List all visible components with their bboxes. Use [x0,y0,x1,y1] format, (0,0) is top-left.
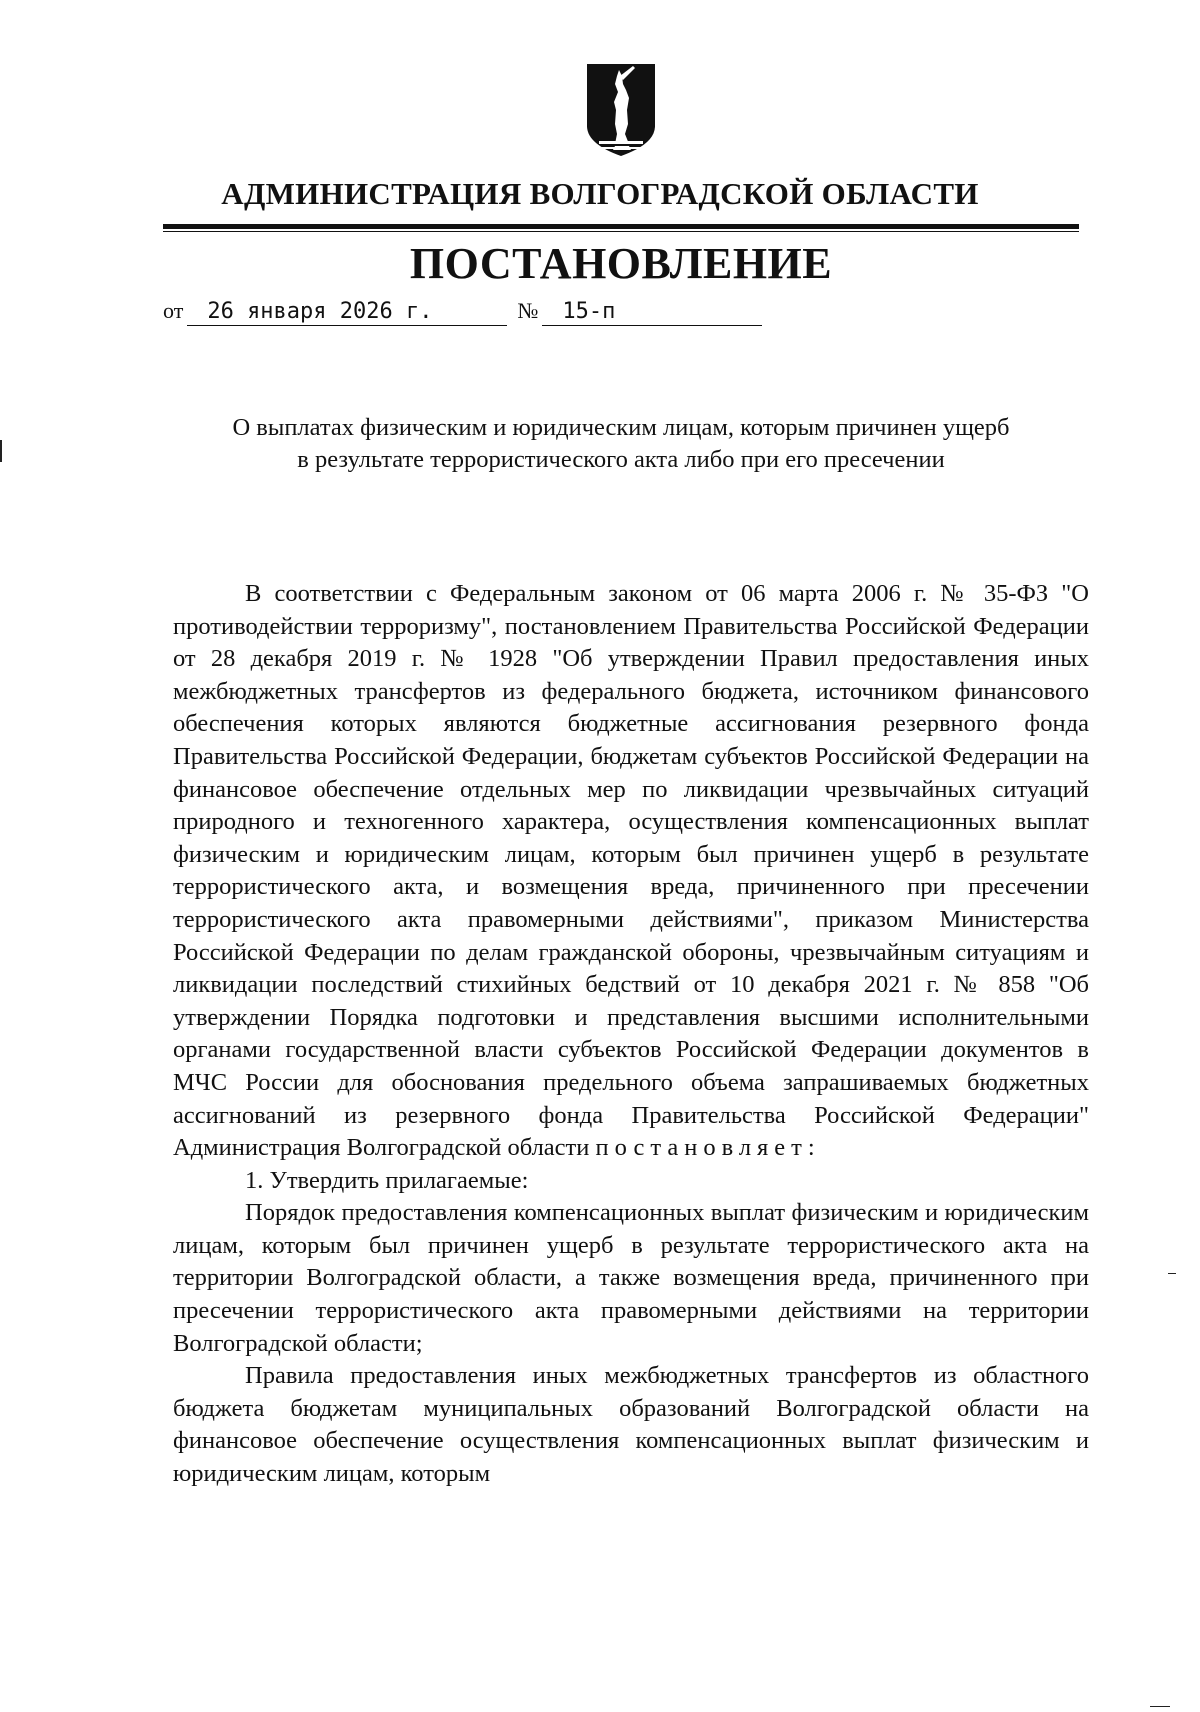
subject-line-2: в результате террористического акта либо при его пресечении [297,446,945,473]
organization-name: АДМИНИСТРАЦИЯ ВОЛГОГРАДСКОЙ ОБЛАСТИ [221,176,979,211]
date-prefix: от [163,298,184,323]
preamble-paragraph [173,578,1089,1165]
scan-artifact [1168,1273,1176,1274]
item-1-paragraph: 1. Утвердить прилагаемые: [245,1166,529,1194]
header-divider-thin [163,231,1079,232]
document-subject [163,412,1079,476]
document-date: 26 января 2026 г. [187,299,507,326]
header-divider-thick [163,224,1079,229]
scan-artifact [0,440,2,462]
preamble-text: В соответствии с Федеральным законом от 06 марта 2006 г. № 35-ФЗ "О противодействии терроризму", постановлением Правительства Российской Федерации от 28 декабря 2019 г. № 1928 "Об утверждении Правил предоставления иных межбюджетных трансфертов из федерального бюджета, источником финансового обеспечения которых являются бюджетные ассигнования резервного фонда Правительства Российской Федерации, бюджетам субъектов Российской Федерации на финансовое обеспечение отдельных мер по ликвидации чрезвычайных ситуаций природного и техногенного характера, осуществления компенсационных выплат физическим и юридическим лицам, которым был причинен ущерб в результате террористического акта, и возмещения вреда, причиненного при пресечении террористического акта правомерными действиями", приказом Министерства Российской Федерации по делам гражданской обороны, чрезвычайным ситуациям и ликвидации последствий стихийных бедствий от 10 декабря 2021 г. № 858 "Об утверждении Порядка подготовки и представления высшими исполнительными органами государственной власти субъектов Российской Федерации документов в МЧС России для обоснования предельного объема запрашиваемых бюджетных ассигнований из резервного фонда Правительства Российской Федерации" Администрация Волгоградской области [173,580,1089,1162]
number-prefix: № [517,298,539,323]
document-body [173,578,1089,1491]
date-number-line [163,298,762,326]
volgograd-coat-of-arms-emblem [585,62,657,158]
resolves-word: постановляет: [595,1134,821,1162]
document-type-title: ПОСТАНОВЛЕНИЕ [409,239,833,288]
procedure-paragraph: Порядок предоставления компенсационных выплат физическим и юридическим лицам, которым был причинен ущерб в результате террористического акта на территории Волгоградской области, а также возмещения вреда, причиненного при пресечении террористического акта правомерными действиями на территории Волгоградской области; [173,1199,1089,1357]
subject-line-1: О выплатах физическим и юридическим лицам, которым причинен ущерб [232,414,1010,441]
document-number: 15-п [542,299,762,326]
rules-paragraph: Правила предоставления иных межбюджетных трансфертов из областного бюджета бюджетам муниципальных образований Волгоградской области на финансовое обеспечение осуществления компенсационных выплат физическим и юридическим лицам, которым [173,1362,1089,1488]
scan-artifact [1150,1706,1170,1707]
